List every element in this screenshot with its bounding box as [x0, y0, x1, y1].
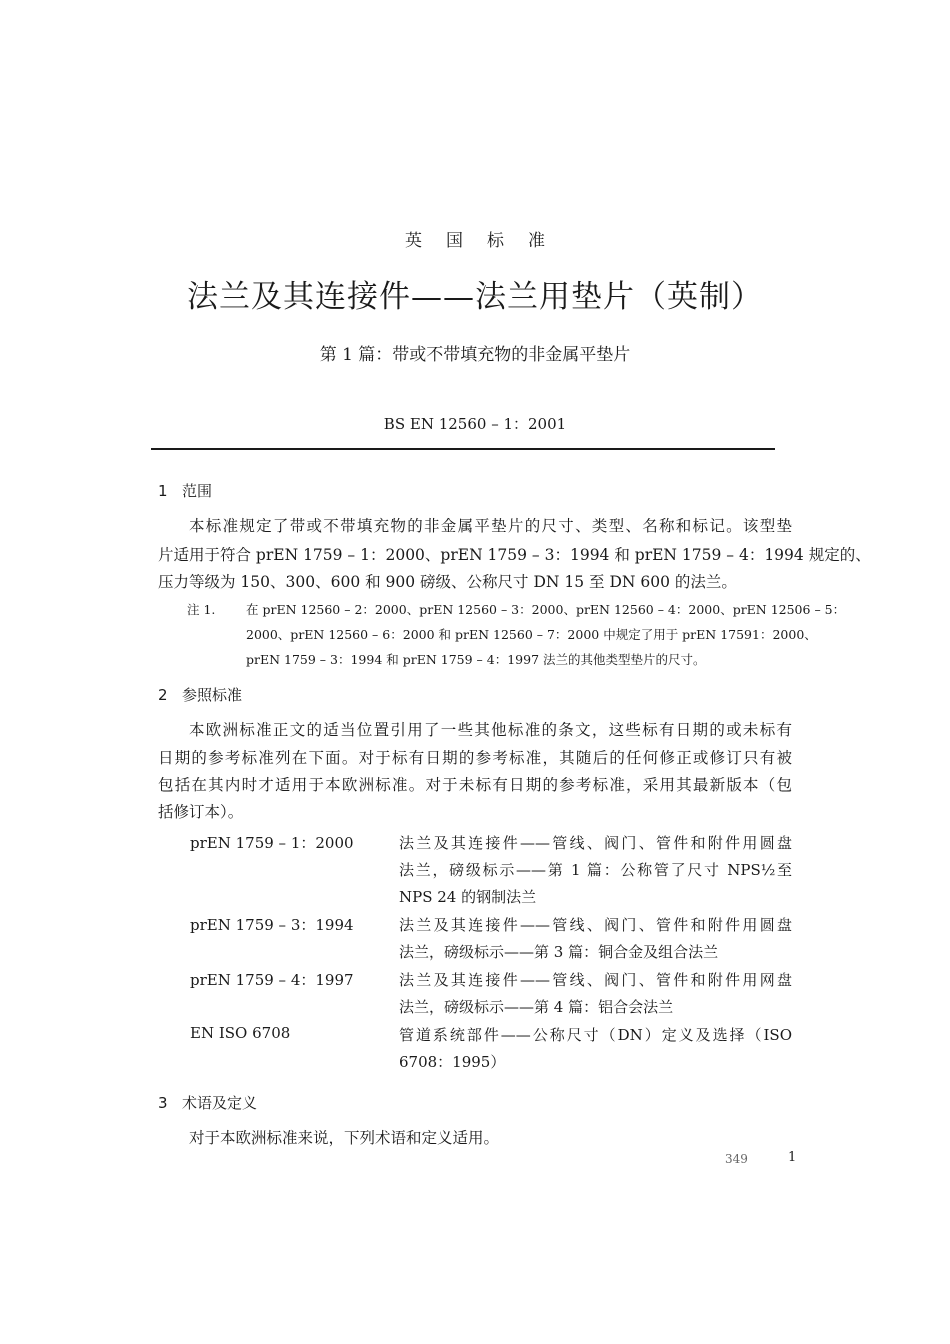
reference-title-line: NPS 24 的钢制法兰: [399, 888, 537, 906]
reference-title-line: 6708：1995）: [399, 1053, 506, 1071]
note-line: 在 prEN 12560 – 2：2000、prEN 12560 – 3：2000、prEN 12560 – 4：2000、prEN 12506 – 5：: [246, 602, 846, 617]
reference-title-line: 法兰及其连接件——管线、阀门、管件和附件用网盘: [399, 971, 792, 989]
paragraph-line: 压力等级为 150、300、600 和 900 磅级、公称尺寸 DN 15 至 DN 600 的法兰。: [158, 573, 737, 591]
paragraph-line: 本标准规定了带或不带填充物的非金属平垫片的尺寸、类型、名称和标记。该型垫: [189, 517, 792, 535]
reference-title-line: 法兰，磅级标示——第 1 篇：公称管了尺寸 NPS½至: [399, 861, 792, 879]
paragraph-line: 括修订本）。: [158, 803, 244, 821]
paragraph-line: 日期的参考标准列在下面。对于标有日期的参考标准，其随后的任何修正或修订只有被: [158, 749, 792, 767]
title-divider: [151, 448, 775, 450]
section-1-heading: [158, 480, 212, 501]
note-line: 2000、prEN 12560 – 6：2000 和 prEN 12560 – 7：2000 中规定了用于 prEN 17591：2000、: [246, 627, 817, 642]
reference-title-line: 法兰及其连接件——管线、阀门、管件和附件用圆盘: [399, 834, 792, 852]
page-title: 法兰及其连接件——法兰用垫片（英制）: [187, 279, 763, 315]
reference-code: prEN 1759 – 4：1997: [190, 971, 354, 989]
reference-title-line: 法兰，磅级标示——第 4 篇：铝合会法兰: [399, 998, 674, 1016]
standard-number: BS EN 12560 – 1：2001: [383, 415, 567, 433]
paragraph-line: 包括在其内时才适用于本欧洲标准。对于未标有日期的参考标准，采用其最新版本（包: [158, 776, 792, 794]
page-number: 1: [788, 1150, 797, 1165]
reference-code: EN ISO 6708: [190, 1024, 291, 1042]
section-2-heading: [158, 684, 242, 705]
note-label: 注 1.: [187, 602, 216, 617]
section-3-heading: [158, 1092, 257, 1113]
section-title: 范围: [182, 482, 213, 500]
paragraph-line: 片适用于符合 prEN 1759 – 1：2000、prEN 1759 – 3：1994 和 prEN 1759 – 4：1994 规定的、: [158, 546, 871, 564]
section-title: 参照标准: [182, 686, 243, 704]
section-number: 1: [158, 482, 168, 500]
note-line: prEN 1759 – 3：1994 和 prEN 1759 – 4：1997 法兰的其他类型垫片的尺寸。: [246, 652, 706, 667]
document-category-label: 英国标准: [405, 231, 569, 251]
section-number: 2: [158, 686, 168, 704]
reference-title-line: 管道系统部件——公称尺寸（DN）定义及选择（ISO: [399, 1026, 792, 1044]
paragraph-line: 本欧洲标准正文的适当位置引用了一些其他标准的条文，这些标有日期的或未标有: [189, 721, 792, 739]
reference-code: prEN 1759 – 1：2000: [190, 834, 354, 852]
section-number: 3: [158, 1094, 168, 1112]
reference-code: prEN 1759 – 3：1994: [190, 916, 354, 934]
paragraph-line: 对于本欧洲标准来说，下列术语和定义适用。: [189, 1129, 500, 1147]
reference-title-line: 法兰及其连接件——管线、阀门、管件和附件用圆盘: [399, 916, 792, 934]
document-subtitle: 第 1 篇：带或不带填充物的非金属平垫片: [319, 345, 631, 365]
section-title: 术语及定义: [182, 1094, 258, 1112]
cut-page-number: 349: [725, 1152, 748, 1166]
reference-title-line: 法兰，磅级标示——第 3 篇：铜合金及组合法兰: [399, 943, 719, 961]
